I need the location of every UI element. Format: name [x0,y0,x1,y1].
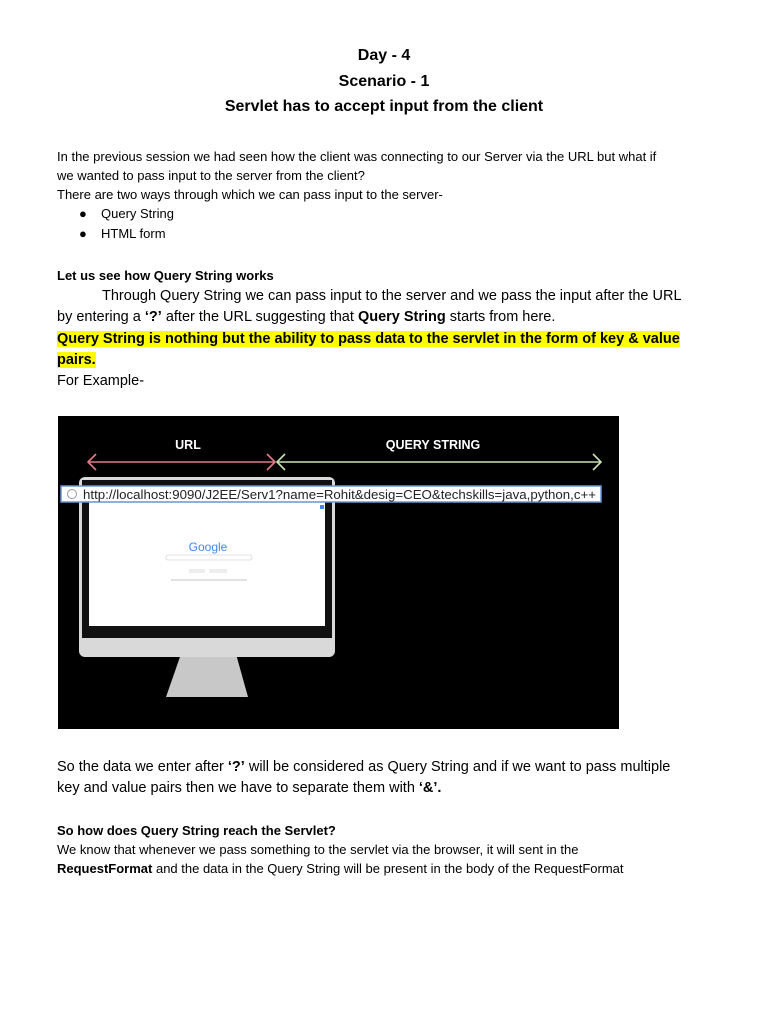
intro-line-3: There are two ways through which we can pass input to the server- [57,187,443,202]
list-item: ● HTML form [57,224,174,244]
bullet-icon: ● [79,206,87,221]
query-string-paragraph-line-2: by entering a ‘?’ after the URL suggesting that Query String starts from here. [57,309,556,325]
query-string-paragraph-line-1: Through Query String we can pass input to the server and we pass the input after the URL [102,288,682,304]
day-heading: Day - 4 [357,47,411,64]
section-heading-query-string: Let us see how Query String works [57,268,274,283]
url-arrow [88,454,275,470]
request-format-line-1: We know that whenever we pass something to the servlet via the browser, it will sent in the [57,842,579,857]
monitor-stand [166,654,248,697]
bullet-icon: ● [79,226,87,241]
request-format-line-2: RequestFormat and the data in the Query String will be present in the body of the RequestFormat [57,861,624,876]
account-icon [320,505,324,509]
search-button [189,569,205,573]
separator-paragraph-line-1: So the data we enter after ‘?’ will be considered as Query String and if we want to pass multiple [57,759,671,775]
highlight-definition-line-1: Query String is nothing but the ability to pass data to the servlet in the form of key & value [57,331,680,347]
ways-list [57,204,174,244]
footer-text [171,579,247,581]
list-item: ● Query String [57,204,174,224]
query-string-figure [58,416,619,729]
figure-illustration [58,416,619,729]
example-label: For Example- [57,373,145,389]
page-title: Servlet has to accept input from the client [224,98,544,115]
query-string-arrow [277,454,601,470]
google-logo: Google [188,540,228,554]
highlight-definition-line-2: pairs. [57,352,96,368]
monitor-screen [89,493,325,626]
intro-line-1: In the previous session we had seen how the client was connecting to our Server via the URL but what if [57,149,657,164]
section-heading-reach-servlet: So how does Query String reach the Servlet? [57,823,336,838]
intro-line-2: we wanted to pass input to the server from the client? [57,168,365,183]
query-string-label: QUERY STRING [385,438,481,452]
scenario-heading: Scenario - 1 [338,73,430,90]
separator-paragraph-line-2: key and value pairs then we have to separate them with ‘&’. [57,780,442,796]
address-url[interactable]: http://localhost:9090/J2EE/Serv1?name=Rohit&desig=CEO&techskills=java,python,c++ [83,487,596,502]
lucky-button [209,569,227,573]
url-label: URL [175,438,201,452]
